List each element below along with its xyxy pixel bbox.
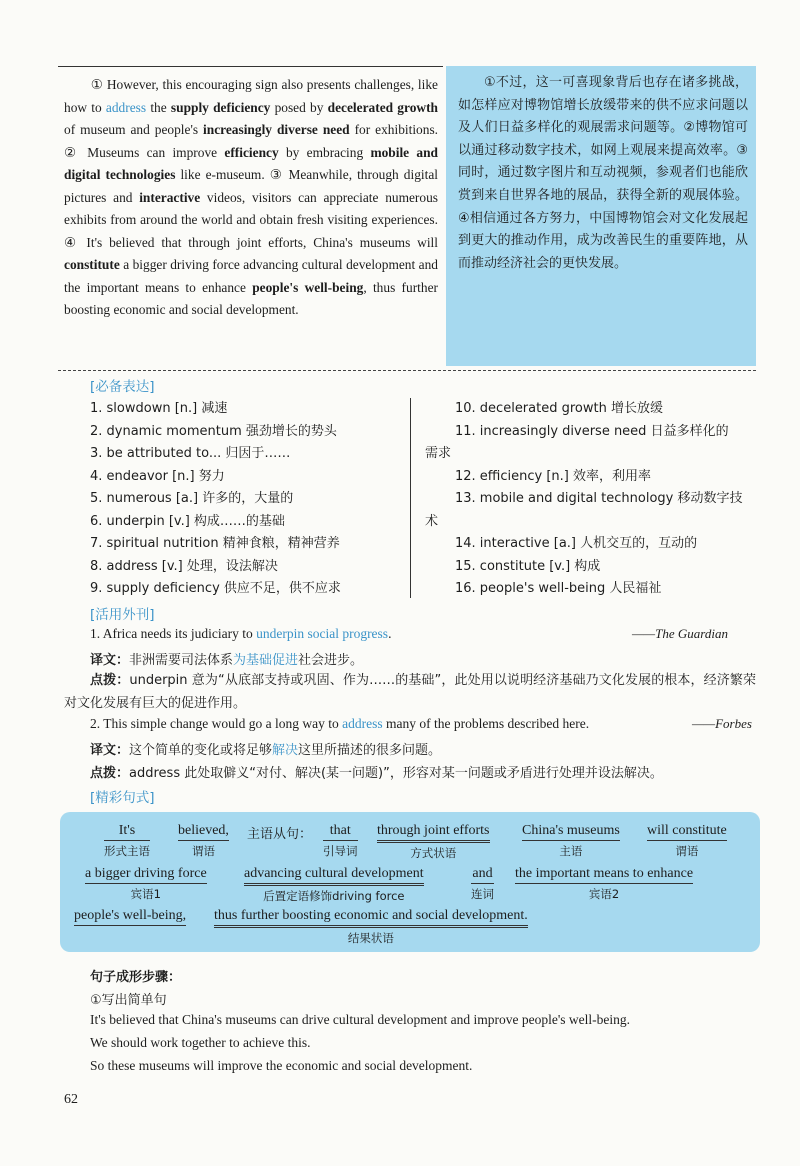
vocab-list-left (90, 398, 341, 601)
note-1: 点拨：underpin 意为“从底部支持或巩固、作为……的基础”，此处用以说明经济基础乃文化发展的根本，经济繁荣对文化发展有巨大的促进作用。 (64, 673, 756, 711)
step-1-label: ①写出简单句 (90, 993, 167, 1008)
vocab-item-continued: 术 (425, 513, 439, 529)
chunk-advancing: advancing cultural development 后置定语修饰driving force (244, 866, 424, 903)
chunk-subject-clause: 主语从句： (247, 827, 313, 842)
translation-1-highlight: 为基础促进 (233, 653, 299, 668)
keyword-supply-deficiency: supply deficiency (170, 99, 271, 115)
chunk-chinas-museums: China's museums 主语 (522, 823, 620, 858)
top-rule (58, 66, 443, 67)
chunk-important-means: the important means to enhance 宾语2 (515, 866, 694, 901)
note-2: 点拨：address 此处取僻义“对付、解决(某一问题)”，形容对某一问题或矛盾进行处理并设法解决。 (90, 766, 663, 781)
chunk-peoples-well-being: people's well-being, (74, 908, 186, 926)
translation-1: 译文：非洲需要司法体系为基础促进社会进步。 (90, 653, 364, 668)
chunk-driving-force: a bigger driving force 宾语1 (85, 866, 207, 901)
vocab-item: 13. mobile and digital technology 移动数字技 (455, 491, 743, 506)
vocab-item: 2. dynamic momentum 强劲增长的势头 (90, 423, 337, 439)
vocab-item: 14. interactive [a.] 人机交互的，互动的 (455, 536, 698, 551)
example-2-highlight: address (342, 716, 383, 731)
keyword-increasingly-diverse-need: increasingly diverse need (203, 122, 350, 137)
vocab-item: 6. underpin [v.] 构成……的基础 (90, 513, 285, 529)
keyword-constitute: constitute (64, 257, 120, 272)
vocab-item: 7. spiritual nutrition 精神食粮，精神营养 (90, 536, 340, 551)
vocab-item: 15. constitute [v.] 构成 (455, 558, 601, 574)
vocab-item: 10. decelerated growth 增长放缓 (455, 401, 663, 416)
vocab-item: 3. be attributed to... 归因于…… (90, 446, 291, 461)
chunk-that: that 引导词 (323, 823, 358, 858)
vocab-item: 12. efficiency [n.] 效率，利用率 (455, 468, 651, 484)
vocab-item: 16. people's well-being 人民福祉 (455, 581, 662, 596)
step-sentence-1: It's believed that China's museums can drive cultural development and improve people's well-being. (90, 1012, 631, 1027)
keyword-decelerated-growth: decelerated growth (327, 99, 438, 115)
chunk-and: and 连词 (471, 866, 494, 901)
example-2-source: ——Forbes (692, 716, 752, 731)
vocab-item: 5. numerous [a.] 许多的，大量的 (90, 491, 294, 506)
vocab-list-right (425, 398, 742, 601)
section-apply-foreign-press: [活用外刊] (90, 607, 155, 623)
dashed-divider (58, 370, 756, 371)
chinese-translation-box: ①不过，这一可喜现象背后也存在诸多挑战，如怎样应对博物馆增长放缓带来的供不应求问题以及人们日益多样化的观展需求问题等。②博物馆可以通过移动数字技术，如网上观展来提高效率。③同时，通过数字图片和互动视频，参观者们也能欣赏到来自世界各地的展品，获得全新的观展体验。④相信通过各方努力，中国博物馆会对文化发展起到更大的推动作用，成为改善民生的重要阵地，从而推动经济社会的更快发展。 (446, 66, 756, 366)
vocab-item: 11. increasingly diverse need 日益多样化的 (455, 423, 729, 439)
page-number: 62 (64, 1092, 78, 1107)
vocab-item: 8. address [v.] 处理，设法解决 (90, 558, 278, 574)
chunk-thus-boosting: thus further boosting economic and social development. 结果状语 (214, 908, 528, 945)
chunk-through-joint-efforts: through joint efforts 方式状语 (377, 823, 490, 860)
vocab-item: 1. slowdown [n.] 减速 (90, 401, 228, 416)
chunk-will-constitute: will constitute 谓语 (647, 823, 727, 858)
column-divider (410, 398, 411, 598)
keyword-interactive: interactive (139, 189, 201, 205)
example-1: 1. Africa needs its judiciary to underpin social progress. (90, 626, 392, 641)
example-1-source: ——The Guardian (632, 626, 728, 641)
step-sentence-3: So these museums will improve the economic and social development. (90, 1058, 473, 1073)
translation-2-highlight: 解决 (272, 743, 299, 758)
example-1-highlight: underpin social progress (256, 626, 389, 641)
section-essential-expressions: [必备表达] (90, 379, 155, 395)
keyword-peoples-well-being: people's well-being (252, 279, 364, 295)
chunk-believed: believed, 谓语 (178, 823, 229, 858)
steps-title: 句子成形步骤： (90, 970, 182, 985)
vocab-item: 9. supply deficiency 供应不足，供不应求 (90, 581, 341, 596)
keyword-efficiency: efficiency (224, 144, 279, 160)
english-passage: ① However, this encouraging sign also presents challenges, like how to address the supply deficiency posed by decelerated growth of museum and people's increasingly diverse need for exhibitions. ② Museums can improve efficiency by embracing mobile and digital technologies like e-museum. ③ Meanwhile, through digital pictures and interactive videos, visitors can appreciate numerous exhibits from around the world and obtain fresh visiting experiences. ④ It's believed that through joint efforts, China's museums will constitute a bigger driving force advancing cultural development and the important means to enhance people's well-being, thus further boosting economic and social development. (64, 77, 439, 317)
step-sentence-2: We should work together to achieve this. (90, 1035, 311, 1050)
keyword-address: address (105, 99, 147, 115)
example-2: 2. This simple change would go a long way to address many of the problems described here. (90, 716, 590, 731)
chunk-its: It's 形式主语 (104, 823, 150, 858)
vocab-item-continued: 需求 (425, 446, 452, 461)
vocab-item: 4. endeavor [n.] 努力 (90, 468, 225, 484)
section-sentence-pattern: [精彩句式] (90, 790, 155, 806)
translation-2: 译文：这个简单的变化或将足够解决这里所描述的很多问题。 (90, 743, 442, 758)
keyword-mobile-digital: mobile and digital technologies (64, 144, 438, 182)
